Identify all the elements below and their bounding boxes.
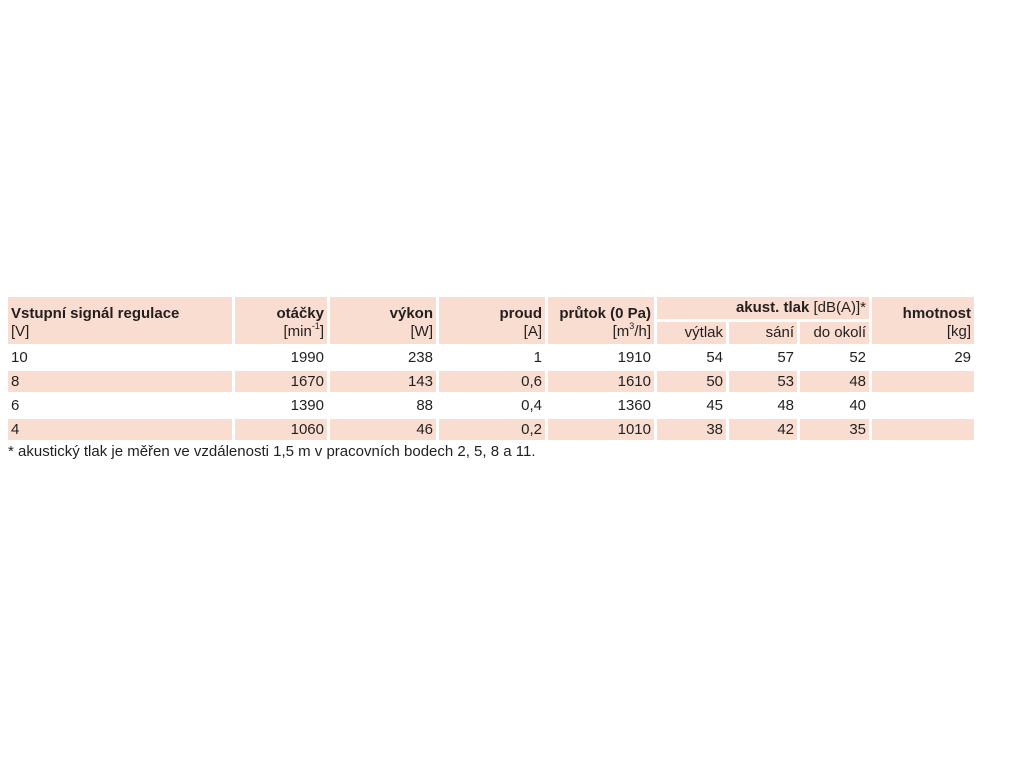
cell-power: 143 — [330, 371, 436, 392]
cell-power: 46 — [330, 419, 436, 440]
header-acoustic-vytlak: výtlak — [657, 322, 726, 344]
cell-power: 88 — [330, 395, 436, 416]
cell-signal: 4 — [8, 419, 232, 440]
cell-mass: 29 — [872, 347, 974, 368]
header-acoustic-okoli: do okolí — [800, 322, 869, 344]
cell-flow: 1010 — [548, 419, 654, 440]
cell-signal: 8 — [8, 371, 232, 392]
header-acoustic-sani: sání — [729, 322, 797, 344]
cell-okoli: 35 — [800, 419, 869, 440]
header-mass — [872, 297, 974, 344]
table-row — [8, 419, 974, 440]
cell-vytlak: 38 — [657, 419, 726, 440]
header-rpm-label: otáčky — [276, 304, 324, 322]
header-power — [330, 297, 436, 344]
cell-okoli: 52 — [800, 347, 869, 368]
header-power-label: výkon — [389, 304, 433, 322]
cell-mass — [872, 395, 974, 416]
cell-flow: 1360 — [548, 395, 654, 416]
cell-mass — [872, 419, 974, 440]
cell-rpm: 1060 — [235, 419, 327, 440]
cell-current: 1 — [439, 347, 545, 368]
cell-vytlak: 54 — [657, 347, 726, 368]
cell-current: 0,6 — [439, 371, 545, 392]
cell-sani: 42 — [729, 419, 797, 440]
header-rpm — [235, 297, 327, 344]
cell-rpm: 1990 — [235, 347, 327, 368]
cell-power: 238 — [330, 347, 436, 368]
header-flow — [548, 297, 654, 344]
table-row — [8, 371, 974, 392]
header-signal-label: Vstupní signál regulace — [11, 304, 180, 322]
cell-rpm: 1670 — [235, 371, 327, 392]
cell-okoli: 40 — [800, 395, 869, 416]
cell-current: 0,2 — [439, 419, 545, 440]
cell-sani: 48 — [729, 395, 797, 416]
cell-mass — [872, 371, 974, 392]
cell-rpm: 1390 — [235, 395, 327, 416]
header-signal-unit: [V] — [11, 322, 30, 340]
cell-signal: 10 — [8, 347, 232, 368]
cell-vytlak: 50 — [657, 371, 726, 392]
cell-okoli: 48 — [800, 371, 869, 392]
header-flow-unit: $[m^3/h]$ — [612, 320, 651, 340]
header-signal — [8, 297, 232, 344]
header-current — [439, 297, 545, 344]
cell-sani: 53 — [729, 371, 797, 392]
header-rpm-unit: $[\min^{-1}]$ — [283, 320, 324, 340]
spec-table — [5, 294, 977, 443]
header-flow-label: průtok (0 Pa) — [559, 304, 651, 322]
header-acoustic-unit: [dB(A)]* — [813, 299, 866, 316]
header-power-unit: [W] — [410, 322, 433, 340]
header-current-unit: [A] — [523, 322, 542, 340]
table-row — [8, 347, 974, 368]
header-mass-unit: [kg] — [946, 322, 971, 340]
cell-flow: 1610 — [548, 371, 654, 392]
cell-flow: 1910 — [548, 347, 654, 368]
cell-current: 0,4 — [439, 395, 545, 416]
cell-signal: 6 — [8, 395, 232, 416]
header-acoustic-label: akust. tlak — [735, 299, 810, 316]
footnote: * akustický tlak je měřen ve vzdálenosti 1,5 m v pracovních bodech 2, 5, 8 a 11. — [8, 443, 536, 460]
table-row — [8, 395, 974, 416]
header-mass-label: hmotnost — [902, 304, 971, 322]
cell-sani: 57 — [729, 347, 797, 368]
header-acoustic — [657, 297, 869, 319]
cell-vytlak: 45 — [657, 395, 726, 416]
spec-table-container — [8, 297, 1010, 460]
header-current-label: proud — [499, 304, 542, 322]
